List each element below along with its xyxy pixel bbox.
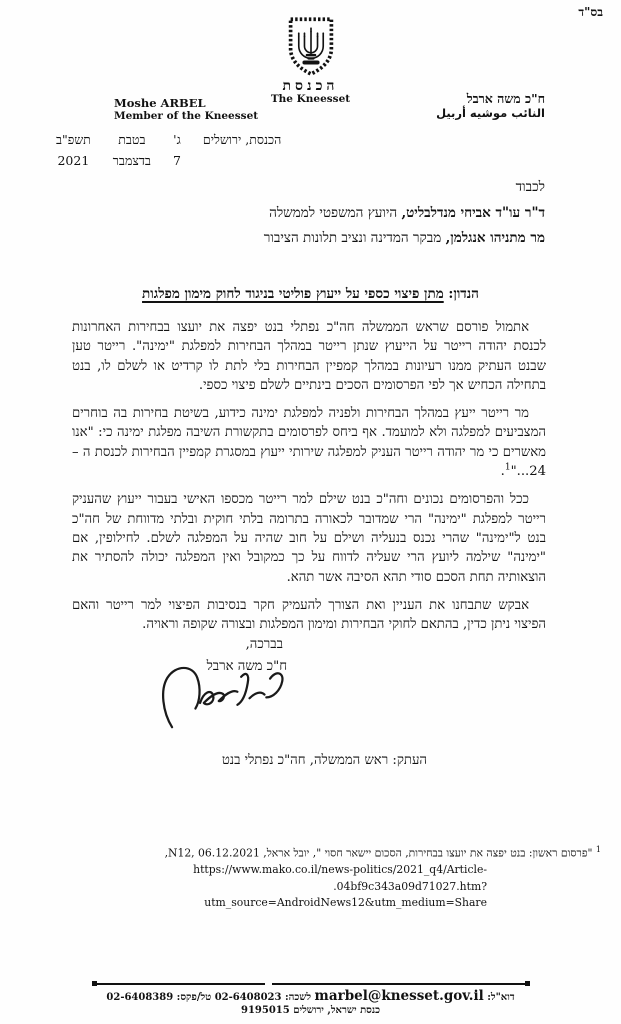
footer-rule — [92, 981, 530, 986]
footer-address: כנסת ישראל, ירושלים 9195015 — [241, 1005, 380, 1016]
gregorian-year: 2021 — [57, 153, 90, 168]
footnote-url-line-1: https://www.mako.co.il/news-politics/2021_q4/Article- — [193, 863, 487, 877]
knesset-emblem — [241, 16, 381, 105]
body-paragraph-1: אתמול פורסם שראש הממשלה חה"כ נפתלי בנט יפצה את יועצו בבחירות האחרונות לכנסת יהודה רייטר על הייעוץ שנתן רייטר במהלך הבחירות למפלגת "ימינה". רייטר טען שבנט העתיק ממנו רעיונות במהלך קמפיין הבחירות בלי לתת לו קרדיט או לשלם לו, בנט בתחילה הכחיש אך לפי הפרסומים הסכים בינתיים לשלם פיצוי כספי. — [72, 320, 546, 393]
dateline — [56, 129, 281, 171]
email-address: marbel@knesset.gov.il — [314, 988, 484, 1004]
body-paragraph-3: ככל והפרסומים נכונים וחה"כ בנט שילם למר רייטר מכספו האישי בעבור ייעוץ שהעניק רייטר למפלגת "ימינה" הרי שמדובר לכאורה בתרומה בלתי חוקית ובלתי מדווחת של חה"כ בנט ל"ימינה" שהרי נכנס בנעליה ושילם על חוב שהיה על המפלגה לשלם. לחילופין, אם "ימינה" שילמה ליועץ הרי שעליה לדווח על כך כמקובל ואין המפלגה יכולה להסתיר את הוצאותיה תחת הסכם סודי תהא הסיבה אשר תהא. — [72, 492, 546, 585]
signature-scribble — [159, 660, 299, 734]
org-name-english: The Kneesset — [270, 93, 351, 105]
subject-text: מתן פיצוי כספי על ייעוץ פוליטי בניגוד לחוק מימון מפלגות — [142, 286, 444, 302]
body-paragraph-4: אבקש שתבחנו את העניין ואת הצורך להעמיק חקר בנסיבות הפיצוי למר רייטר והאם הפיצוי ניתן כדין, בהתאם לחוקי הבחירות ומימון המפלגות ובצורה שקופה וראויה. — [72, 597, 546, 633]
dateline-place — [203, 129, 281, 171]
salutation: לכבוד — [515, 179, 545, 195]
sender-header-hebrew — [436, 91, 545, 121]
hebrew-day: ג' — [173, 132, 181, 147]
closing-regards: בברכה, — [245, 637, 283, 652]
footer-contact-line — [0, 988, 621, 1004]
footnote-number: 1 — [595, 845, 601, 854]
footer-rule-right-dot — [525, 981, 530, 986]
addressee-2-role: מבקר המדינה ונציב תלונות הציבור — [263, 230, 446, 246]
gregorian-month: בדצמבר — [112, 153, 151, 168]
sender-title-english: Member of the Kneesset — [114, 110, 259, 122]
office-label: לשכה: — [281, 992, 315, 1003]
addressee-line-1 — [264, 201, 545, 227]
hebrew-year: תשפ"ב — [56, 132, 91, 147]
footer-rule-left-segment — [97, 983, 265, 985]
footnote-reference-mark: 1 — [504, 462, 511, 473]
copy-line — [222, 752, 427, 768]
addressee-block — [264, 175, 545, 252]
addressee-1-name: ד"ר עו"ד אביחי מנדלבליט, — [401, 204, 545, 221]
copy-label: העתק: — [388, 753, 427, 768]
letter-body — [72, 318, 546, 643]
sender-header-english — [114, 97, 258, 123]
signer-name: ח"כ משה ארבל — [206, 659, 287, 674]
addressee-2-name: מר מתניהו אנגלמן, — [445, 230, 545, 246]
dateline-day — [173, 129, 181, 171]
letter-footer — [0, 981, 621, 1016]
footnote-text: "פרסום ראשון: בנט יפצה את יועצו בבחירות, הסכום יישאר חסוי ", יובל אראל, N12, 06.12.2021, — [164, 846, 596, 860]
footer-rule-right-segment — [272, 983, 525, 985]
footnote-block — [90, 842, 601, 912]
dateline-place-text: הכנסת, ירושלים — [202, 132, 282, 147]
footnote-url-line-2: .04bf9c343a09d71027.htm?utm_source=AndroidNews12&utm_medium=Share — [204, 879, 487, 910]
addressee-1-role: היועץ המשפטי לממשלה — [269, 204, 402, 221]
subject-label: הנדון: — [443, 286, 479, 302]
body-paragraph-2-text: מר רייטר ייעץ במהלך הבחירות ולפניה למפלגת ימינה כידוע, בשיטת בחירות בה בוחרים המצביעים למפלגה ולא למועמד. אף ביחס לפרסומים בתקשורת השיבה מפלגת ימינה כי: "אנו מאשרים כי מר יהודה רייטר העניק למפלגה שירותי ייעוץ במסגרת קמפיין הבחירות לכנסת ה – 24..." — [72, 406, 546, 480]
bsd-text: בס"ד — [578, 5, 603, 19]
addressee-line-2 — [264, 226, 545, 252]
body-paragraph-2 — [72, 404, 546, 481]
dateline-year — [56, 129, 91, 171]
fax-phone: 02-6408389 — [106, 992, 174, 1003]
fax-label: טל/פקס: — [173, 992, 215, 1003]
gregorian-day: 7 — [172, 153, 181, 168]
sender-name-english: Moshe ARBEL — [114, 96, 206, 110]
subject-line — [60, 286, 561, 302]
sender-name-hebrew: ח"כ משה ארבל — [466, 91, 545, 106]
org-name-hebrew: הכנסת — [282, 78, 339, 94]
body-paragraph-2-tail: . — [500, 464, 505, 480]
menorah-shield-icon — [283, 16, 339, 78]
email-label: דוא"ל: — [483, 992, 515, 1003]
hebrew-month: בטבת — [118, 132, 146, 147]
footnote-line — [90, 842, 601, 862]
copy-text: ראש הממשלה, חה"כ נפתלי בנט — [221, 753, 389, 768]
handwritten-signature-icon — [159, 660, 299, 730]
office-phone: 02-6408023 — [214, 992, 282, 1003]
sender-name-arabic: النائب موشيه أربيل — [436, 106, 545, 120]
dateline-month — [113, 129, 151, 171]
